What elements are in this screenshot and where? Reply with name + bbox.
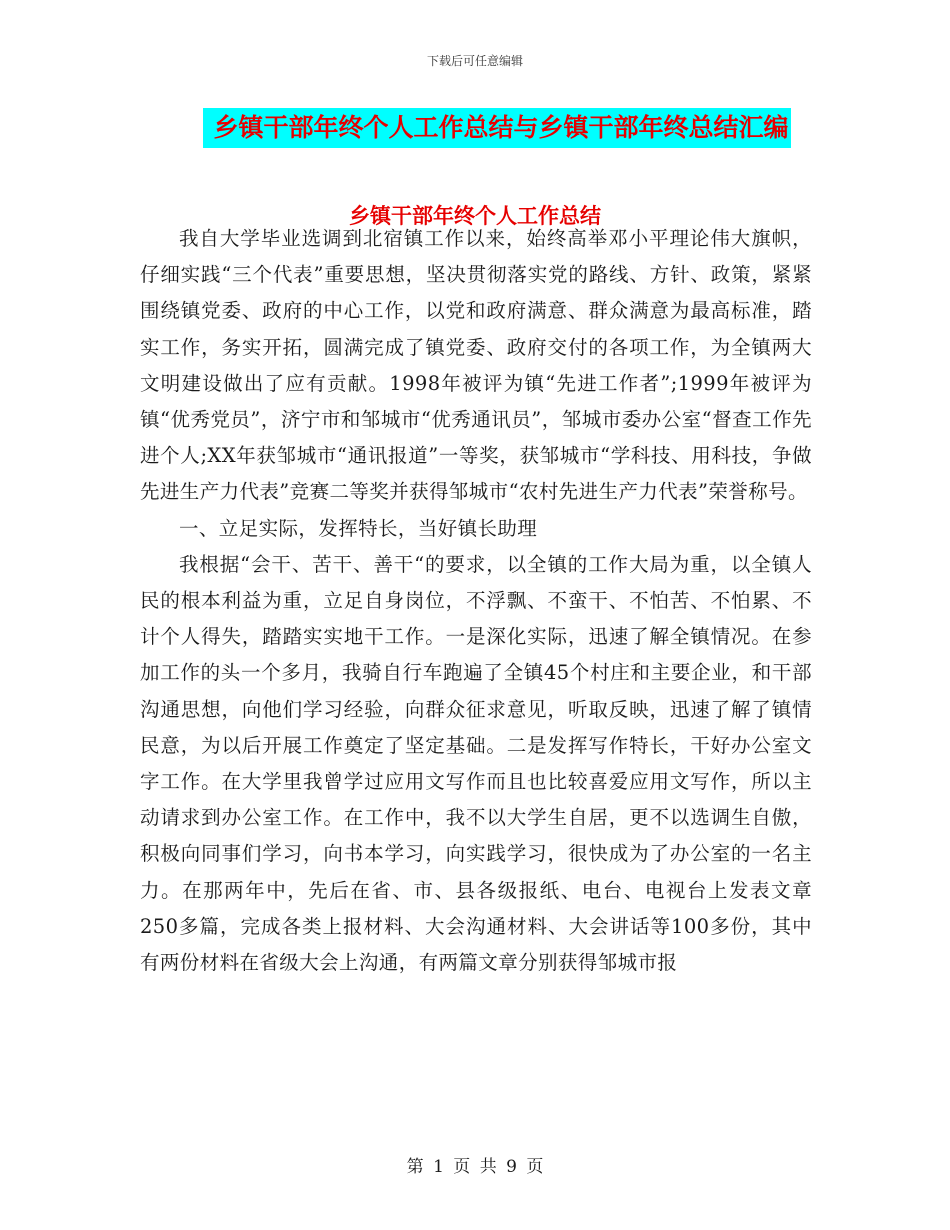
document-body [140,221,812,981]
paragraph-intro: 我自大学毕业选调到北宿镇工作以来，始终高举邓小平理论伟大旗帜，仔细实践“三个代表”重要思想，坚决贯彻落实党的路线、方针、政策，紧紧围绕镇党委、政府的中心工作，以党和政府满意、群众满意为最高标准，踏实工作，务实开拓，圆满完成了镇党委、政府交付的各项工作，为全镇两大文明建设做出了应有贡献。1998年被评为镇“先进工作者”;1999年被评为镇“优秀党员”，济宁市和邹城市“优秀通讯员”，邹城市委办公室“督查工作先进个人;XX年获邹城市“通讯报道”一等奖，获邹城市“学科技、用科技，争做先进生产力代表”竞赛二等奖并获得邹城市“农村先进生产力代表”荣誉称号。 [140,227,812,504]
section-heading-1: 一、立足实际，发挥特长，当好镇长助理 [179,516,538,540]
main-title-wrap [0,108,950,148]
page-number: 第 1 页 共 9 页 [406,1157,544,1177]
paragraph-section-1: 我根据“会干、苦干、善干“的要求，以全镇的工作大局为重，以全镇人民的根本利益为重，立足自身岗位，不浮飘、不蛮干、不怕苦、不怕累、不计个人得失，踏踏实实地干工作。一是深化实际，迅速了解全镇情况。在参加工作的头一个多月，我骑自行车跑遍了全镇45个村庄和主要企业，和干部沟通思想，向他们学习经验，向群众征求意见，听取反映，迅速了解了镇情民意，为以后开展工作奠定了坚定基础。二是发挥写作特长，干好办公室文字工作。在大学里我曾学过应用文写作而且也比较喜爱应用文写作，所以主动请求到办公室工作。在工作中，我不以大学生自居，更不以选调生自傲，积极向同事们学习，向书本学习，向实践学习，很快成为了办公室的一名主力。在那两年中，先后在省、市、县各级报纸、电台、电视台上发表文章250多篇，完成各类上报材料、大会沟通材料、大会讲话等100多份，其中有两份材料在省级大会上沟通，有两篇文章分别获得邹城市报 [140,552,812,975]
document-sub-title: 乡镇干部年终个人工作总结 [349,204,601,228]
header-note: 下载后可任意编辑 [426,54,523,68]
document-main-title: 乡镇干部年终个人工作总结与乡镇干部年终总结汇编 [203,108,790,148]
